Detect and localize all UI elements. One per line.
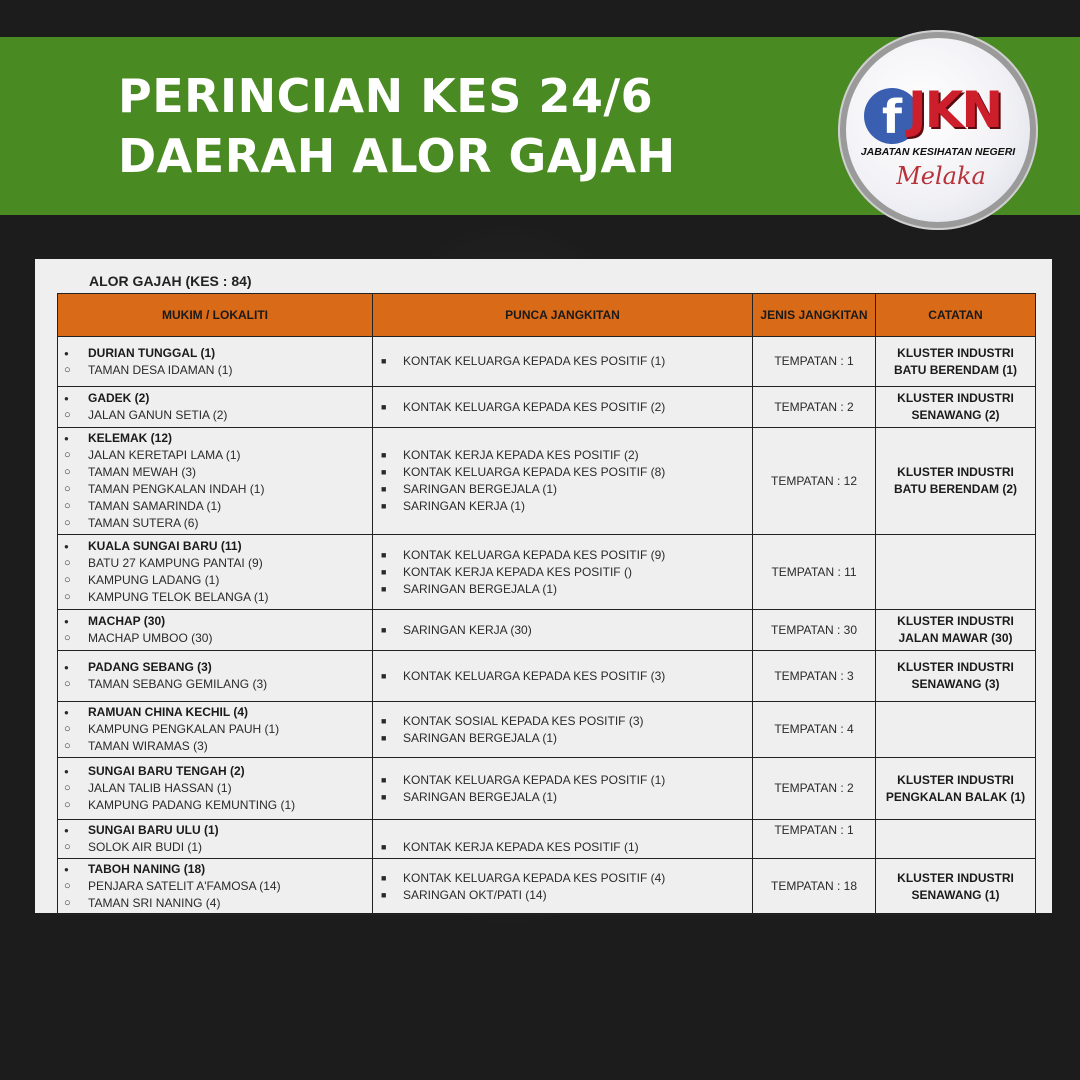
square-bullet-icon: ■ bbox=[381, 872, 387, 883]
catatan-cell bbox=[876, 535, 1036, 610]
circle-bullet-icon: ○ bbox=[64, 557, 71, 569]
lokaliti-line bbox=[64, 362, 366, 379]
circle-bullet-icon: ○ bbox=[64, 632, 71, 644]
mukim-name: PADANG SEBANG (3) bbox=[88, 660, 212, 674]
table-row bbox=[58, 535, 1036, 610]
punca-list bbox=[379, 870, 746, 904]
mukim-name: DURIAN TUNGGAL (1) bbox=[88, 345, 216, 360]
bullet-icon: ● bbox=[64, 542, 69, 551]
circle-bullet-icon: ○ bbox=[64, 782, 71, 794]
lokaliti-line bbox=[64, 572, 366, 589]
page-title bbox=[118, 66, 676, 186]
punca-list bbox=[379, 839, 746, 856]
punca-text: KONTAK KERJA KEPADA KES POSITIF () bbox=[403, 564, 632, 579]
punca-text: SARINGAN BERGEJALA (1) bbox=[403, 581, 558, 596]
lokaliti-name: KAMPUNG PADANG KEMUNTING (1) bbox=[88, 798, 296, 812]
punca-text: KONTAK KELUARGA KEPADA KES POSITIF (9) bbox=[403, 547, 666, 562]
punca-text: KONTAK KELUARGA KEPADA KES POSITIF (1) bbox=[403, 354, 666, 368]
bullet-icon: ● bbox=[64, 826, 69, 835]
table-row bbox=[58, 651, 1036, 702]
mukim-line bbox=[64, 390, 366, 407]
mukim-line bbox=[64, 659, 366, 676]
case-sheet bbox=[35, 259, 1052, 913]
lokaliti-name: TAMAN WIRAMAS (3) bbox=[88, 739, 208, 753]
punca-text: KONTAK KELUARGA KEPADA KES POSITIF (1) bbox=[403, 772, 666, 787]
bullet-icon: ● bbox=[64, 434, 69, 443]
punca-cell bbox=[373, 859, 753, 915]
mukim-cell bbox=[58, 428, 373, 535]
lokaliti-name: TAMAN SEBANG GEMILANG (3) bbox=[88, 677, 268, 691]
punca-cell bbox=[373, 610, 753, 651]
circle-bullet-icon: ○ bbox=[64, 363, 71, 376]
mukim-cell bbox=[58, 535, 373, 610]
punca-list bbox=[379, 772, 746, 806]
lokaliti-name: JALAN TALIB HASSAN (1) bbox=[88, 781, 232, 795]
square-bullet-icon: ■ bbox=[381, 450, 387, 460]
lokaliti-line bbox=[64, 738, 366, 755]
bullet-icon: ● bbox=[64, 767, 69, 776]
jenis-cell: TEMPATAN : 2 bbox=[753, 758, 876, 820]
square-bullet-icon: ■ bbox=[381, 356, 387, 366]
punca-text: SARINGAN KERJA (30) bbox=[403, 622, 532, 637]
title-line-1: PERINCIAN KES 24/6 bbox=[118, 69, 654, 123]
punca-text: SARINGAN BERGEJALA (1) bbox=[403, 730, 558, 745]
punca-item bbox=[381, 887, 746, 904]
square-bullet-icon: ■ bbox=[381, 715, 387, 726]
punca-text: KONTAK KERJA KEPADA KES POSITIF (1) bbox=[403, 840, 639, 854]
circle-bullet-icon: ○ bbox=[64, 466, 71, 478]
lokaliti-line bbox=[64, 895, 366, 912]
table-row bbox=[58, 820, 1036, 859]
table-header-row bbox=[58, 294, 1036, 337]
table-row bbox=[58, 859, 1036, 915]
punca-cell bbox=[373, 387, 753, 428]
mukim-name: KELEMAK (12) bbox=[88, 431, 173, 445]
punca-text: SARINGAN BERGEJALA (1) bbox=[403, 789, 558, 804]
punca-item bbox=[381, 622, 746, 639]
jenis-cell: TEMPATAN : 18 bbox=[753, 859, 876, 915]
title-line-2: DAERAH ALOR GAJAH bbox=[118, 129, 676, 183]
circle-bullet-icon: ○ bbox=[64, 483, 71, 495]
circle-bullet-icon: ○ bbox=[64, 880, 71, 892]
circle-bullet-icon: ○ bbox=[64, 591, 71, 603]
circle-bullet-icon: ○ bbox=[64, 678, 71, 690]
jkn-melaka-logo bbox=[838, 30, 1038, 230]
lokaliti-name: KAMPUNG TELOK BELANGA (1) bbox=[88, 590, 269, 604]
table-row bbox=[58, 387, 1036, 428]
mukim-line bbox=[64, 538, 366, 555]
punca-item bbox=[381, 668, 746, 685]
lokaliti-line bbox=[64, 839, 366, 856]
bullet-icon: ● bbox=[64, 394, 69, 403]
punca-cell bbox=[373, 758, 753, 820]
lokaliti-name: PENJARA SATELIT A'FAMOSA (14) bbox=[88, 879, 281, 893]
mukim-name: GADEK (2) bbox=[88, 391, 150, 405]
lokaliti-name: TAMAN SUTERA (6) bbox=[88, 516, 199, 530]
mukim-cell bbox=[58, 820, 373, 859]
header-mukim: MUKIM / LOKALITI bbox=[58, 294, 373, 337]
bullet-icon: ● bbox=[64, 708, 69, 717]
punca-list bbox=[379, 622, 746, 639]
lokaliti-line bbox=[64, 797, 366, 814]
lokaliti-name: TAMAN SAMARINDA (1) bbox=[88, 499, 222, 513]
mukim-cell bbox=[58, 337, 373, 387]
mukim-line bbox=[64, 613, 366, 630]
punca-item bbox=[381, 870, 746, 887]
square-bullet-icon: ■ bbox=[381, 467, 387, 477]
table-row bbox=[58, 702, 1036, 758]
jenis-cell: TEMPATAN : 11 bbox=[753, 535, 876, 610]
jenis-cell: TEMPATAN : 12 bbox=[753, 428, 876, 535]
table-body bbox=[58, 337, 1036, 915]
mukim-name: MACHAP (30) bbox=[88, 614, 166, 628]
mukim-line bbox=[64, 430, 366, 447]
square-bullet-icon: ■ bbox=[381, 501, 387, 511]
lokaliti-name: KAMPUNG LADANG (1) bbox=[88, 573, 220, 587]
logo-inner bbox=[846, 38, 1030, 222]
lokaliti-line bbox=[64, 780, 366, 797]
punca-item bbox=[381, 581, 746, 598]
punca-item bbox=[381, 447, 746, 464]
mukim-cell bbox=[58, 610, 373, 651]
punca-item bbox=[381, 353, 746, 370]
lokaliti-line bbox=[64, 464, 366, 481]
punca-text: KONTAK KELUARGA KEPADA KES POSITIF (3) bbox=[403, 668, 666, 683]
facebook-f-icon: f bbox=[864, 88, 920, 144]
square-bullet-icon: ■ bbox=[381, 484, 387, 494]
punca-item bbox=[381, 564, 746, 581]
jenis-cell: TEMPATAN : 1 bbox=[753, 820, 876, 859]
mukim-name: SUNGAI BARU TENGAH (2) bbox=[88, 764, 245, 778]
lokaliti-name: JALAN GANUN SETIA (2) bbox=[88, 408, 228, 422]
jenis-cell: TEMPATAN : 30 bbox=[753, 610, 876, 651]
lokaliti-name: TAMAN PENGKALAN INDAH (1) bbox=[88, 482, 265, 496]
table-row bbox=[58, 337, 1036, 387]
lokaliti-name: TAMAN SRI NANING (4) bbox=[88, 896, 221, 910]
punca-cell bbox=[373, 702, 753, 758]
table-row bbox=[58, 758, 1036, 820]
catatan-cell: KLUSTER INDUSTRI SENAWANG (1) bbox=[876, 859, 1036, 915]
catatan-cell: KLUSTER INDUSTRI BATU BERENDAM (2) bbox=[876, 428, 1036, 535]
square-bullet-icon: ■ bbox=[381, 624, 387, 635]
circle-bullet-icon: ○ bbox=[64, 500, 71, 512]
mukim-cell bbox=[58, 702, 373, 758]
circle-bullet-icon: ○ bbox=[64, 723, 71, 735]
punca-text: SARINGAN BERGEJALA (1) bbox=[403, 482, 558, 496]
circle-bullet-icon: ○ bbox=[64, 897, 71, 909]
square-bullet-icon: ■ bbox=[381, 791, 387, 802]
punca-list bbox=[379, 399, 746, 416]
lokaliti-line bbox=[64, 481, 366, 498]
punca-item bbox=[381, 713, 746, 730]
header-catatan: CATATAN bbox=[876, 294, 1036, 337]
punca-item bbox=[381, 399, 746, 416]
punca-item bbox=[381, 481, 746, 498]
punca-text: KONTAK KELUARGA KEPADA KES POSITIF (8) bbox=[403, 465, 666, 479]
mukim-cell bbox=[58, 758, 373, 820]
lokaliti-line bbox=[64, 630, 366, 647]
catatan-cell: KLUSTER INDUSTRI JALAN MAWAR (30) bbox=[876, 610, 1036, 651]
lokaliti-name: JALAN KERETAPI LAMA (1) bbox=[88, 448, 241, 462]
mukim-line bbox=[64, 822, 366, 839]
bullet-icon: ● bbox=[64, 663, 69, 672]
square-bullet-icon: ■ bbox=[381, 401, 387, 412]
header-punca: PUNCA JANGKITAN bbox=[373, 294, 753, 337]
lokaliti-line bbox=[64, 407, 366, 424]
lokaliti-name: TAMAN MEWAH (3) bbox=[88, 465, 196, 479]
lokaliti-line bbox=[64, 515, 366, 532]
mukim-cell bbox=[58, 651, 373, 702]
punca-item bbox=[381, 772, 746, 789]
mukim-line bbox=[64, 861, 366, 878]
mukim-line bbox=[64, 763, 366, 780]
mukim-name: KUALA SUNGAI BARU (11) bbox=[88, 539, 242, 553]
catatan-cell: KLUSTER INDUSTRI SENAWANG (2) bbox=[876, 387, 1036, 428]
lokaliti-name: TAMAN DESA IDAMAN (1) bbox=[88, 362, 233, 377]
logo-subtitle: JABATAN KESIHATAN NEGERI bbox=[860, 146, 1016, 158]
catatan-cell: KLUSTER INDUSTRI SENAWANG (3) bbox=[876, 651, 1036, 702]
punca-list bbox=[379, 713, 746, 747]
bullet-icon: ● bbox=[64, 865, 69, 874]
jenis-cell: TEMPATAN : 2 bbox=[753, 387, 876, 428]
punca-cell bbox=[373, 428, 753, 535]
punca-cell bbox=[373, 337, 753, 387]
sheet-title: ALOR GAJAH (KES : 84) bbox=[89, 273, 252, 289]
square-bullet-icon: ■ bbox=[381, 889, 387, 900]
catatan-cell bbox=[876, 702, 1036, 758]
header-jenis: JENIS JANGKITAN bbox=[753, 294, 876, 337]
punca-list bbox=[379, 447, 746, 515]
jenis-cell: TEMPATAN : 3 bbox=[753, 651, 876, 702]
square-bullet-icon: ■ bbox=[381, 583, 387, 594]
mukim-name: RAMUAN CHINA KECHIL (4) bbox=[88, 705, 248, 719]
punca-text: SARINGAN KERJA (1) bbox=[403, 499, 526, 513]
lokaliti-line bbox=[64, 878, 366, 895]
mukim-line bbox=[64, 345, 366, 362]
punca-list bbox=[379, 353, 746, 370]
catatan-cell: KLUSTER INDUSTRI PENGKALAN BALAK (1) bbox=[876, 758, 1036, 820]
catatan-cell bbox=[876, 820, 1036, 859]
jenis-cell: TEMPATAN : 4 bbox=[753, 702, 876, 758]
bullet-icon: ● bbox=[64, 348, 69, 358]
mukim-name: TABOH NANING (18) bbox=[88, 862, 206, 876]
lokaliti-line bbox=[64, 447, 366, 464]
square-bullet-icon: ■ bbox=[381, 670, 387, 681]
circle-bullet-icon: ○ bbox=[64, 574, 71, 586]
circle-bullet-icon: ○ bbox=[64, 799, 71, 811]
circle-bullet-icon: ○ bbox=[64, 841, 71, 853]
logo-brand: JKN bbox=[908, 81, 1002, 139]
lokaliti-name: SOLOK AIR BUDI (1) bbox=[88, 840, 203, 854]
punca-item bbox=[381, 547, 746, 564]
punca-list bbox=[379, 547, 746, 598]
lokaliti-line bbox=[64, 498, 366, 515]
square-bullet-icon: ■ bbox=[381, 774, 387, 785]
square-bullet-icon: ■ bbox=[381, 732, 387, 743]
circle-bullet-icon: ○ bbox=[64, 449, 71, 461]
lokaliti-line bbox=[64, 721, 366, 738]
lokaliti-line bbox=[64, 555, 366, 572]
mukim-cell bbox=[58, 859, 373, 915]
mukim-name: SUNGAI BARU ULU (1) bbox=[88, 823, 219, 837]
circle-bullet-icon: ○ bbox=[64, 740, 71, 752]
punca-cell bbox=[373, 651, 753, 702]
catatan-cell: KLUSTER INDUSTRI BATU BERENDAM (1) bbox=[876, 337, 1036, 387]
square-bullet-icon: ■ bbox=[381, 549, 387, 560]
punca-item bbox=[381, 839, 746, 856]
case-table bbox=[57, 293, 1036, 915]
jenis-cell: TEMPATAN : 1 bbox=[753, 337, 876, 387]
lokaliti-name: MACHAP UMBOO (30) bbox=[88, 631, 213, 645]
punca-item bbox=[381, 498, 746, 515]
lokaliti-name: BATU 27 KAMPUNG PANTAI (9) bbox=[88, 556, 263, 570]
punca-text: KONTAK KERJA KEPADA KES POSITIF (2) bbox=[403, 448, 639, 462]
circle-bullet-icon: ○ bbox=[64, 517, 71, 529]
table-row bbox=[58, 610, 1036, 651]
punca-text: KONTAK KELUARGA KEPADA KES POSITIF (4) bbox=[403, 870, 666, 885]
table-row bbox=[58, 428, 1036, 535]
bullet-icon: ● bbox=[64, 617, 69, 626]
logo-script: Melaka bbox=[896, 162, 986, 190]
punca-text: KONTAK KELUARGA KEPADA KES POSITIF (2) bbox=[403, 399, 666, 414]
lokaliti-line bbox=[64, 589, 366, 606]
square-bullet-icon: ■ bbox=[381, 566, 387, 577]
punca-cell bbox=[373, 535, 753, 610]
punca-item bbox=[381, 464, 746, 481]
circle-bullet-icon: ○ bbox=[64, 409, 71, 421]
punca-cell bbox=[373, 820, 753, 859]
lokaliti-name: KAMPUNG PENGKALAN PAUH (1) bbox=[88, 722, 280, 736]
square-bullet-icon: ■ bbox=[381, 842, 387, 852]
punca-list bbox=[379, 668, 746, 685]
punca-item bbox=[381, 789, 746, 806]
punca-item bbox=[381, 730, 746, 747]
mukim-cell bbox=[58, 387, 373, 428]
punca-text: SARINGAN OKT/PATI (14) bbox=[403, 887, 547, 902]
lokaliti-line bbox=[64, 676, 366, 693]
mukim-line bbox=[64, 704, 366, 721]
punca-text: KONTAK SOSIAL KEPADA KES POSITIF (3) bbox=[403, 713, 644, 728]
